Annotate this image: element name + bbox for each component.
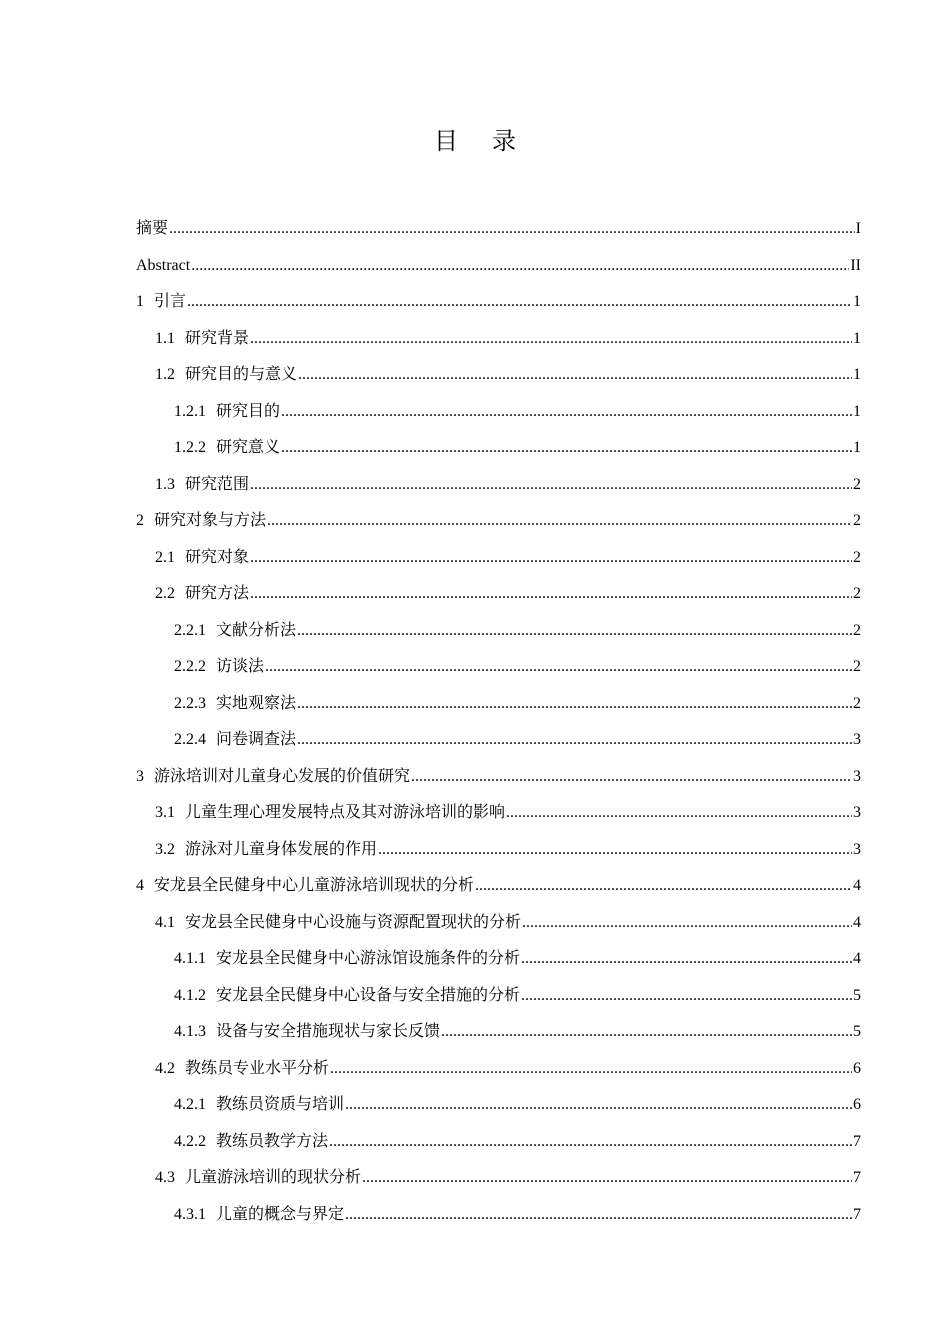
- toc-entry-number: 1.2.1: [174, 402, 206, 420]
- toc-entry-number: 1.3: [155, 475, 175, 493]
- toc-entry-page-number: 3: [853, 767, 861, 785]
- toc-entry-number: 4.3.1: [174, 1205, 206, 1223]
- toc-entry-number: 3.1: [155, 804, 175, 821]
- toc-entry-page-number: 2: [853, 548, 861, 566]
- toc-entry[interactable]: [136, 1014, 861, 1051]
- toc-dot-leader: [187, 284, 852, 321]
- toc-entry-page-number: 7: [853, 1205, 861, 1223]
- toc-entry-label: 研究目的与意义: [185, 366, 298, 383]
- toc-entry-label: 研究目的: [216, 402, 281, 420]
- toc-entry-label: 教练员资质与培训: [216, 1096, 345, 1113]
- toc-entry-number: 1.2: [155, 366, 175, 383]
- toc-entry-page-number: 1: [853, 329, 861, 347]
- toc-list: [136, 211, 861, 1233]
- toc-entry[interactable]: [136, 284, 861, 321]
- toc-dot-leader: [250, 321, 852, 358]
- toc-dot-leader: [345, 1087, 852, 1124]
- toc-entry-number: 4.1: [155, 913, 175, 931]
- toc-entry-page-number: 4: [853, 913, 861, 931]
- toc-entry-page-number: 3: [853, 804, 861, 821]
- toc-entry[interactable]: [136, 978, 861, 1015]
- toc-entry-page-number: 2: [853, 658, 861, 675]
- toc-entry-page-number: 3: [853, 840, 861, 858]
- toc-entry-page-number: 2: [853, 585, 861, 602]
- toc-entry[interactable]: [136, 211, 861, 248]
- toc-entry[interactable]: [136, 868, 861, 905]
- toc-entry[interactable]: [136, 686, 861, 723]
- toc-entry-number: 1.2.2: [174, 439, 206, 456]
- toc-dot-leader: [521, 941, 852, 978]
- toc-dot-leader: [191, 248, 849, 285]
- toc-dot-leader: [267, 503, 852, 540]
- toc-entry-label: 研究背景: [185, 329, 250, 347]
- toc-entry-label: 安龙县全民健身中心设备与安全措施的分析: [216, 986, 521, 1004]
- toc-dot-leader: [297, 722, 852, 759]
- toc-entry-page-number: 1: [853, 439, 861, 456]
- toc-entry[interactable]: [136, 321, 861, 358]
- toc-entry-label: 问卷调查法: [216, 731, 297, 748]
- toc-entry-label: Abstract: [136, 256, 191, 274]
- toc-entry-label: 游泳对儿童身体发展的作用: [185, 840, 378, 858]
- toc-entry-number: 2.2.1: [174, 621, 206, 639]
- toc-dot-leader: [378, 832, 852, 869]
- toc-entry-label: 儿童生理心理发展特点及其对游泳培训的影响: [185, 804, 506, 821]
- toc-entry[interactable]: [136, 430, 861, 467]
- toc-dot-leader: [475, 868, 852, 905]
- toc-dot-leader: [250, 540, 852, 577]
- toc-dot-leader: [250, 576, 852, 613]
- toc-entry[interactable]: [136, 467, 861, 504]
- toc-dot-leader: [330, 1051, 852, 1088]
- toc-entry-label: 研究方法: [185, 585, 250, 602]
- toc-entry[interactable]: [136, 1087, 861, 1124]
- toc-entry-number: 4.2.1: [174, 1096, 206, 1113]
- toc-entry-label: 安龙县全民健身中心设施与资源配置现状的分析: [185, 913, 522, 931]
- toc-entry[interactable]: [136, 722, 861, 759]
- toc-dot-leader: [329, 1124, 852, 1161]
- toc-entry-page-number: 2: [853, 621, 861, 639]
- toc-entry[interactable]: [136, 248, 861, 285]
- toc-dot-leader: [441, 1014, 852, 1051]
- toc-entry-number: 4.2: [155, 1059, 175, 1077]
- toc-entry-label: 安龙县全民健身中心游泳馆设施条件的分析: [216, 950, 521, 967]
- toc-entry-page-number: 1: [853, 402, 861, 420]
- toc-entry-label: 研究意义: [216, 439, 281, 456]
- toc-entry[interactable]: [136, 941, 861, 978]
- toc-dot-leader: [265, 649, 852, 686]
- toc-entry[interactable]: [136, 1051, 861, 1088]
- toc-entry-label: 儿童的概念与界定: [216, 1205, 345, 1223]
- toc-entry-page-number: 7: [853, 1169, 861, 1186]
- toc-entry-number: 3: [136, 767, 144, 785]
- toc-dot-leader: [250, 467, 852, 504]
- toc-entry-number: 4.1.3: [174, 1023, 206, 1040]
- toc-entry-number: 1: [136, 293, 144, 310]
- toc-entry-page-number: 7: [853, 1132, 861, 1150]
- toc-entry-page-number: 2: [853, 512, 861, 529]
- toc-entry-page-number: 2: [853, 694, 861, 712]
- toc-entry-number: 4.1.2: [174, 986, 206, 1004]
- toc-entry[interactable]: [136, 357, 861, 394]
- toc-dot-leader: [298, 357, 852, 394]
- toc-entry[interactable]: [136, 613, 861, 650]
- toc-dot-leader: [522, 905, 852, 942]
- toc-entry-number: 2.2.4: [174, 731, 206, 748]
- toc-entry-page-number: 2: [853, 475, 861, 493]
- toc-entry-number: 2: [136, 512, 144, 529]
- toc-entry-label: 游泳培训对儿童身心发展的价值研究: [154, 767, 411, 785]
- toc-entry[interactable]: [136, 905, 861, 942]
- toc-entry-page-number: I: [855, 220, 861, 237]
- toc-entry-page-number: 4: [853, 877, 861, 894]
- toc-entry[interactable]: [136, 540, 861, 577]
- toc-entry-number: 2.2.3: [174, 694, 206, 712]
- toc-entry-number: 2.2: [155, 585, 175, 602]
- toc-entry[interactable]: [136, 795, 861, 832]
- toc-entry[interactable]: [136, 394, 861, 431]
- toc-entry-number: 2.2.2: [174, 658, 206, 675]
- toc-dot-leader: [281, 394, 852, 431]
- toc-entry-label: 安龙县全民健身中心儿童游泳培训现状的分析: [154, 877, 475, 894]
- toc-entry-label: 摘要: [136, 220, 169, 237]
- toc-entry-page-number: 1: [853, 366, 861, 383]
- toc-entry[interactable]: [136, 1197, 861, 1234]
- toc-entry-label: 引言: [154, 293, 187, 310]
- toc-entry-label: 研究对象: [185, 548, 250, 566]
- toc-entry-label: 文献分析法: [216, 621, 297, 639]
- toc-dot-leader: [281, 430, 852, 467]
- toc-entry-page-number: 4: [853, 950, 861, 967]
- toc-entry-page-number: 3: [853, 731, 861, 748]
- toc-entry-page-number: 5: [853, 986, 861, 1004]
- toc-entry-page-number: 6: [853, 1096, 861, 1113]
- toc-dot-leader: [506, 795, 852, 832]
- toc-entry[interactable]: [136, 759, 861, 796]
- toc-entry[interactable]: [136, 576, 861, 613]
- toc-entry[interactable]: [136, 1160, 861, 1197]
- toc-entry-number: 1.1: [155, 329, 175, 347]
- toc-dot-leader: [169, 211, 855, 248]
- toc-entry-page-number: 5: [853, 1023, 861, 1040]
- toc-entry-label: 访谈法: [216, 658, 265, 675]
- toc-entry[interactable]: [136, 832, 861, 869]
- toc-title: 目 录: [434, 129, 530, 155]
- toc-entry-label: 实地观察法: [216, 694, 297, 712]
- toc-entry-label: 儿童游泳培训的现状分析: [185, 1169, 362, 1186]
- toc-entry-label: 研究对象与方法: [154, 512, 267, 529]
- toc-dot-leader: [345, 1197, 852, 1234]
- toc-entry-number: 4.2.2: [174, 1132, 206, 1150]
- toc-entry-number: 4.3: [155, 1169, 175, 1186]
- toc-entry[interactable]: [136, 503, 861, 540]
- toc-entry-number: 2.1: [155, 548, 175, 566]
- toc-entry-label: 设备与安全措施现状与家长反馈: [216, 1023, 441, 1040]
- toc-entry[interactable]: [136, 1124, 861, 1161]
- toc-entry-label: 教练员教学方法: [216, 1132, 329, 1150]
- toc-entry-label: 教练员专业水平分析: [185, 1059, 330, 1077]
- toc-dot-leader: [521, 978, 852, 1015]
- toc-entry[interactable]: [136, 649, 861, 686]
- toc-dot-leader: [362, 1160, 852, 1197]
- toc-entry-number: 3.2: [155, 840, 175, 858]
- toc-dot-leader: [411, 759, 852, 796]
- toc-entry-page-number: 1: [853, 293, 861, 310]
- toc-entry-page-number: 6: [853, 1059, 861, 1077]
- toc-entry-number: 4: [136, 877, 144, 894]
- toc-entry-label: 研究范围: [185, 475, 250, 493]
- toc-entry-page-number: II: [850, 256, 861, 274]
- toc-entry-number: 4.1.1: [174, 950, 206, 967]
- toc-dot-leader: [297, 613, 852, 650]
- toc-dot-leader: [297, 686, 852, 723]
